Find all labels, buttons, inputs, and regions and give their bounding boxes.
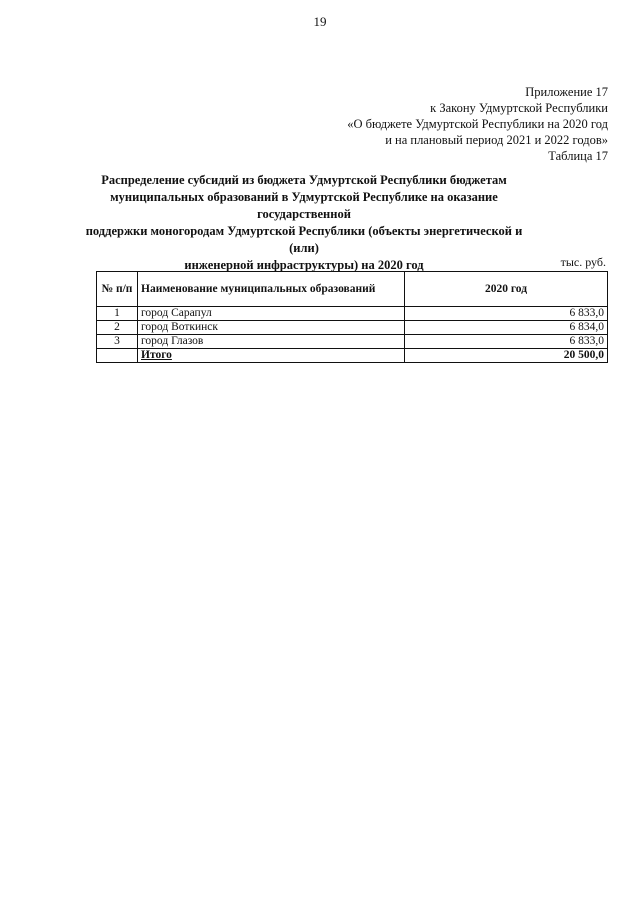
total-value: 20 500,0: [405, 349, 608, 363]
title-line-2: муниципальных образований в Удмуртской Республике на оказание государственной: [110, 190, 498, 221]
row-num: 3: [97, 335, 138, 349]
header-year: 2020 год: [405, 272, 608, 307]
table-header-row: [97, 272, 608, 307]
row-name: город Глазов: [138, 335, 405, 349]
table-row: [97, 307, 608, 321]
total-row: [97, 349, 608, 363]
row-num: 1: [97, 307, 138, 321]
subsidy-table: [96, 271, 608, 363]
total-label: Итого: [138, 349, 405, 363]
row-value: 6 833,0: [405, 307, 608, 321]
table-row: [97, 335, 608, 349]
units-label: тыс. руб.: [560, 255, 606, 269]
row-value: 6 833,0: [405, 335, 608, 349]
row-name: город Воткинск: [138, 321, 405, 335]
document-title: [84, 172, 524, 274]
header-num: № п/п: [97, 272, 138, 307]
appendix-line-1: Приложение 17: [525, 85, 608, 99]
appendix-header: [248, 84, 608, 164]
row-value: 6 834,0: [405, 321, 608, 335]
title-line-1: Распределение субсидий из бюджета Удмуртской Республики бюджетам: [101, 173, 507, 187]
appendix-line-3: «О бюджете Удмуртской Республики на 2020 год: [347, 117, 608, 131]
table-row: [97, 321, 608, 335]
row-name: город Сарапул: [138, 307, 405, 321]
row-num: 2: [97, 321, 138, 335]
title-line-4: инженерной инфраструктуры) на 2020 год: [184, 258, 424, 272]
page-number: 19: [313, 14, 327, 29]
appendix-line-2: к Закону Удмуртской Республики: [430, 101, 608, 115]
table-number: Таблица 17: [548, 149, 608, 163]
total-num: [97, 349, 138, 363]
appendix-line-4: и на плановый период 2021 и 2022 годов»: [385, 133, 608, 147]
header-name: Наименование муниципальных образований: [138, 272, 405, 307]
title-line-3: поддержки моногородам Удмуртской Республики (объекты энергетической и (или): [85, 224, 523, 255]
